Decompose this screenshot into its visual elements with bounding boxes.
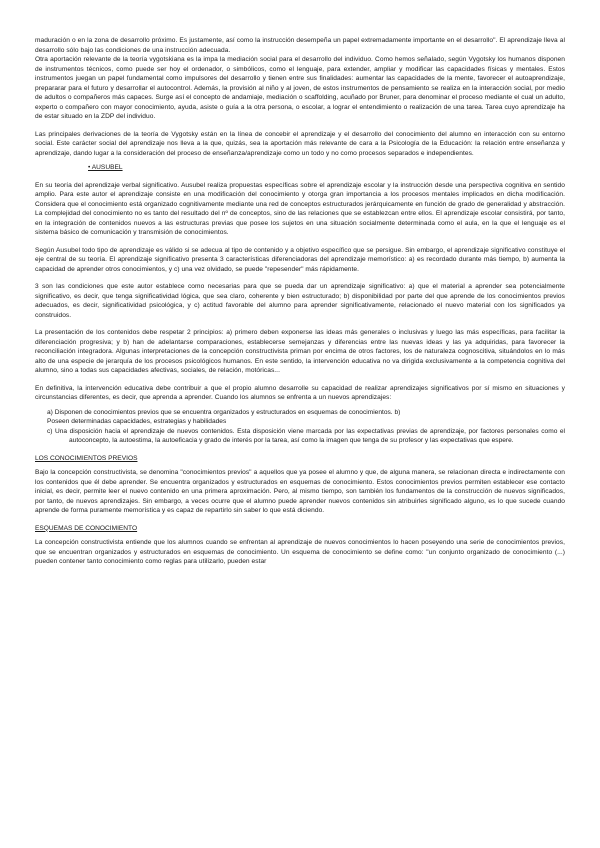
heading-esquemas: ESQUEMAS DE CONOCIMIENTO [35, 524, 138, 532]
list-item-c: c) Una disposición hacia el aprendizaje de nuevos contenidos. Esta disposición viene marcada por las expectativas previas de aprendizaje, por factores personales como el autoconcepto, la autoestima, la autoeficacia y grado de interés por la tarea, así como la imagen que tenga de su profesor y las expectativas que espere. [47, 427, 565, 444]
paragraph-ausubel-2: Según Ausubel todo tipo de aprendizaje es válido si se adecua al tipo de contenido y a objetivo específico que se persigue. Sin embargo, el aprendizaje significativo constituye el eje central de su teoría. El aprendizaje significativo presenta 3 características diferenciadoras del aprendizaje memorístico: a) es recordado durante más tiempo, b) aumenta la capacidad de aprender otros conocimientos, y c) una vez olvidado, se puede "repesender" más rápidamente. [35, 246, 565, 273]
paragraph-previos: Bajo la concepción constructivista, se denomina "conocimientos previos" a aquellos que ya posee el alumno y que, de alguna manera, se relacionan directa e indirectamente con los contenidos que él debe aprender. Se encuentra organizados y estructurados en esquemas de conocimiento. Estos conocimientos previos permiten establecer ese contacto inicial, es decir, permite leer el nuevo contenido en una primera aproximación. Pero, al mismo tiempo, son también los fundamentos de la construcción de nuevos significados, por tanto, de nuevos aprendizajes. Sin embargo, a veces ocurre que el alumno puede aprender nuevos contenidos sin atribuirles significado alguno, es lo que sucede cuando aprende de forma puramente memorística y es capaz de repartirlo sin saber lo que está diciendo. [35, 469, 565, 514]
paragraph-vygotsky: Otra aportación relevante de la teoría vygotskiana es la impa la mediación social para el desarrollo del individuo. Como hemos señalado, según Vygotsky los humanos disponen de instrumentos técnicos, como puede ser hoy el ordenador, o simbólicos, como el lenguaje, para extender, ampliar y modificar las capacidades físicas y mentales. Estos instrumentos juegan un papel fundamental como impulsores del desarrollo y tienen entre sus finalidades: aumentar las capacidades de la mente, favorecer el autoaprendizaje, prepararar para el futuro y desarrollar el autocontrol. Además, la provisión al niño y al joven, de estos instrumentos de pensamiento se realiza en la interacción social, por medio de adultos o compañeros más capaces. Surge así el concepto de andamiaje, mediación o scaffolding, acuñado por Bruner, para denominar el proceso mediante el cual un adulto, experto o compañero con mayor conocimiento, ayuda, asiste o guía a la otra persona, o escolar, a lograr el entendimiento o realización de una tarea. Tarea cuyo aprendizaje ha de estar situado en la ZDP del individuo. [35, 56, 565, 120]
paragraph-definitiva: En definitiva, la intervención educativa debe contribuir a que el propio alumno desarrolle su capacidad de realizar aprendizajes significativos por sí mismo en situaciones y circunstancias diferentes, es decir, que aprenda a aprender. Cuando los alumnos se enfrenta a un nuevos aprendizajes: [35, 384, 565, 401]
paragraph-derivaciones: Las principales derivaciones de la teoría de Vygotsky están en la línea de concebir el aprendizaje y el desarrollo del conocimiento del alumno en interacción con su entorno social. Este carácter social del aprendizaje nos lleva a la que, quizás, sea la aportación más relevante de cara a la Psicología de la Educación: la relación entre enseñanza y aprendizaje, dando lugar a la consideración del proceso de enseñanza/aprendizaje como un todo y no como procesos separados e independientes. [35, 130, 565, 157]
paragraph-presentacion: La presentación de los contenidos debe respetar 2 principios: a) primero deben exponerse las ideas más generales o inclusivas y luego las más específicas, para facilitar la diferenciación progresiva; y b) han de adelantarse comparaciones, establecerse semejanzas y diferencias entre las nuevas ideas y las ya adquiridas, para favorecer la reconciliación integradora. Algunas interpretaciones de la concepción constructivista priman por encima de otros factores, los de naturaleza cognoscitiva, situándolos en lo más alto de una especie de jerarquía de los procesos psicológicos humanos. En este sentido, la intervención educativa no va dirigida exclusivamente a la competencia cognitiva del alumno, sino a todas sus capacidades afectivas, sociales, de relación, motóricas... [35, 329, 565, 374]
list-item-a-text: a) Disponen de conocimientos previos que se encuentra organizados y estructurados en esquemas de conocimientos. [47, 408, 393, 416]
learner-list [35, 408, 565, 446]
paragraph-ausubel-1: En su teoría del aprendizaje verbal significativo. Ausubel realiza propuestas específicas sobre el aprendizaje escolar y la instrucción desde una perspectiva cognitiva en sentido amplio. Para este autor el aprendizaje consiste en una modificación del conocimiento y otorga gran importancia a los procesos mentales implicados en dicha modificación. Considera que el conocimiento está organizado cognitivamente mediante una red de conceptos estructurados jerárquicamente en función de grado de generalidad y abstracción. La complejidad del conocimiento no es tanto del resultado del nº de conceptos, sino de las relaciones que se establezcan entre ellos. El aprendizaje escolar consistirá, por tanto, en la integración de contenidos nuevos a las estructuras previas que posee los sujetos en una situación socialmente determinada como el aula, en la que el lenguaje es el sistema básico de comunicación y transmisión de conocimientos. [35, 181, 565, 236]
heading-ausubel: • AUSUBEL [88, 164, 123, 171]
list-item-b-marker: b) [394, 408, 401, 416]
list-item-a [35, 408, 565, 418]
paragraph-esquemas: La concepción constructivista entiende que los alumnos cuando se enfrentan al aprendizaje de nuevos conocimientos lo hacen poseyendo una serie de conocimientos previos, que se encuentran organizados y estructurados en esquemas de conocimiento. Un esquema de conocimiento se define como: "un conjunto organizado de conocimiento (...) pueden contener tanto conocimiento como reglas para utilizarlo, pueden estar [35, 539, 565, 565]
heading-conocimientos-previos: LOS CONOCIMIENTOS PREVIOS [35, 454, 138, 462]
paragraph-intro: maduración o en la zona de desarrollo próximo. Es justamente, así como la instrucción desempeña un papel extremadamente importante en el desarrollo". El aprendizaje lleva al desarrollo sólo bajo las condiciones de una instrucción adecuada. [35, 37, 565, 54]
paragraph-condiciones: 3 son las condiciones que este autor establece como necesarias para que se pueda dar un aprendizaje significativo: a) que el material a aprender sea potencialmente significativo, es decir, que tenga significatividad lógica, que sea claro, coherente y bien estructurado; b) disponibilidad por parte del que aprende de los conocimientos previos adecuados, es decir, significatividad psicológica, y c) actitud favorable del alumno para aprender significativamente, relacionado el nuevo material con los significados ya construidos. [35, 283, 565, 319]
document-page [35, 36, 565, 567]
list-item-b: Poseen determinadas capacidades, estrategias y habilidades [47, 418, 227, 425]
